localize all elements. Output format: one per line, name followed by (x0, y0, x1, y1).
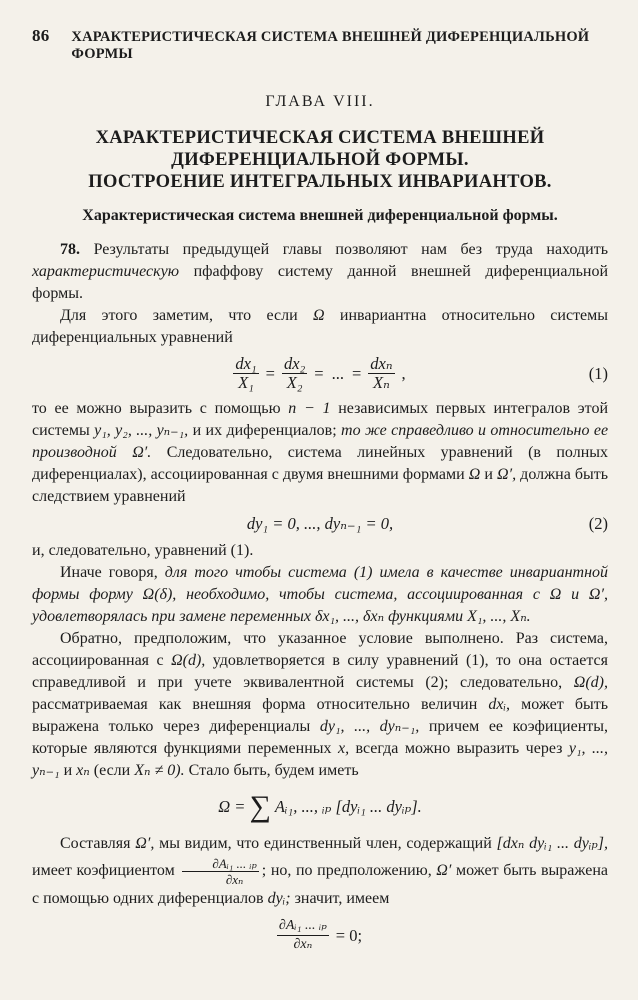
paragraph (32, 562, 608, 628)
denominator: X₂ (286, 373, 303, 392)
equation-4 (32, 917, 608, 954)
math: xₙ (76, 762, 90, 779)
equation-rhs: = 0; (335, 925, 363, 945)
numerator: dx₁ (235, 354, 257, 373)
text: независимых первых интегралов этой системы (32, 400, 609, 439)
math: Ω′, (497, 466, 517, 483)
paragraph (32, 398, 608, 508)
running-title: ХАРАКТЕРИСТИЧЕСКАЯ СИСТЕМА ВНЕШНЕЙ ДИФЕРЕНЦИАЛЬНОЙ ФОРМЫ (71, 29, 590, 62)
paragraph: и, следовательно, уравнений (1). (32, 542, 254, 559)
chapter-title-line-3: ПОСТРОЕНИЕ ИНТЕГРАЛЬНЫХ ИНВАРИАНТОВ. (88, 172, 552, 192)
math-symbol: , (401, 363, 406, 383)
math: y₁, y₂, ..., yₙ₋₁, (94, 422, 189, 439)
math: Ω′, (135, 835, 155, 852)
math-symbol: = (351, 363, 362, 383)
text: Следовательно, система линейных уравнений (в полных диференциалах), ассоциированная с двумя внешними формами (32, 444, 609, 483)
text: имеет коэфициентом (32, 862, 175, 880)
text: должна быть следствием уравнений (32, 466, 609, 505)
emphasis: характеристическую (32, 263, 179, 280)
text: всегда можно выразить через (355, 740, 563, 757)
text: и (63, 762, 73, 779)
text: Составляя (60, 835, 131, 852)
paragraph (32, 305, 608, 349)
equation-rhs: Aᵢ₁, ..., ᵢₚ [dyᵢ₁ ... dyᵢₚ]. (274, 797, 422, 816)
text: причем ее коэфициенты, которые являются функциями переменных (32, 718, 608, 757)
math: y₁, ..., yₙ₋₁ (32, 740, 609, 779)
paragraph-number: 78. (60, 241, 80, 258)
fraction (368, 355, 394, 392)
running-header (32, 26, 608, 63)
equation-1 (32, 355, 608, 392)
text: рассматриваемая как внешняя форма относительно величин (32, 696, 478, 713)
text: мы видим, что единственный член, содержащий (159, 835, 492, 852)
chapter-title (32, 127, 608, 193)
math: dyᵢ; (267, 890, 291, 907)
math: x, (337, 740, 350, 757)
text: Результаты предыдущей главы позволяют нам без труда находить (93, 241, 608, 258)
fraction (182, 856, 258, 887)
text: удовлетворяется в силу уравнений (1), то она остается справедливой и при учете эквивалентной системы (2); следовательно, (32, 652, 608, 691)
text: может быть выражена с помощью одних диференциалов (32, 862, 608, 907)
text: (если (93, 762, 131, 779)
math: Xₙ ≠ 0). (134, 762, 185, 779)
chapter-label: ГЛАВА VIII. (265, 93, 375, 110)
text: и их диференциалов; (192, 422, 337, 439)
fraction (277, 917, 329, 954)
equation-number: (1) (588, 363, 608, 383)
math: [dxₙ dyᵢ₁ ... dyᵢₚ], (496, 835, 609, 852)
math: Ω(d), (171, 652, 206, 669)
denominator: X₁ (238, 373, 254, 392)
math: dy₁, ..., dyₙ₋₁, (319, 718, 420, 735)
denominator: ∂xₙ (225, 872, 244, 887)
page-number: 86 (32, 26, 50, 45)
math-symbol: ... (331, 363, 344, 383)
text: Для этого заметим, что если (60, 307, 298, 324)
text: может быть выражена только через диференциалы (32, 696, 609, 735)
text: ; но, по предположению, (261, 862, 432, 880)
paragraph (32, 832, 608, 911)
numerator: dx₂ (283, 354, 306, 373)
text: Обратно, предположим, что указанное условие выполнено. Раз система, ассоциированная с (32, 630, 608, 669)
chapter-title-line-2: ДИФЕРЕНЦИАЛЬНОЙ ФОРМЫ. (171, 150, 469, 170)
math: Ω′ (436, 862, 452, 880)
math: dxᵢ, (488, 696, 511, 713)
text: пфаффову систему данной внешней диференциальной формы. (32, 263, 609, 302)
paragraph-78 (32, 239, 608, 305)
denominator: Xₙ (373, 373, 390, 392)
denominator: ∂xₙ (293, 937, 313, 952)
text: и (484, 466, 493, 483)
math-symbol: = (265, 363, 275, 383)
emphasis: для того чтобы система (1) имела в качестве инвариантной формы форму Ω(δ), необходимо, чтобы система, ассоциированная с Ω и Ω′, удовлетворялась при замене переменных δx₁, ..., δxₙ функциями X₁, ..., Xₙ. (32, 564, 608, 625)
math-symbol: = (314, 363, 324, 383)
equation-number: (2) (588, 514, 608, 533)
text: Стало быть, будем иметь (188, 762, 359, 779)
equation-body: dy₁ = 0, ..., dyₙ₋₁ = 0, (246, 514, 394, 533)
equation-lhs: Ω = (218, 797, 246, 816)
text: Иначе говоря, (60, 564, 158, 581)
equation-3 (32, 792, 608, 822)
math: Ω (312, 307, 325, 324)
numerator: ∂Aᵢ₁ ... ᵢₚ (277, 917, 329, 936)
fraction (282, 355, 307, 392)
section-title: Характеристическая система внешней диференциальной формы. (82, 207, 558, 224)
emphasis: то же справедливо и относительно ее производной Ω′. (32, 422, 609, 461)
math: Ω(d), (573, 674, 608, 691)
text: то ее можно выразить с помощью (32, 400, 281, 417)
math: Ω (468, 466, 481, 483)
text: значит, имеем (294, 890, 390, 907)
math: n − 1 (288, 400, 331, 417)
sum-symbol: ∑ (249, 790, 271, 823)
text: инвариантна относительно системы диференциальных уравнений (32, 307, 609, 346)
numerator: dxₙ (370, 354, 393, 373)
chapter-title-line-1: ХАРАКТЕРИСТИЧЕСКАЯ СИСТЕМА ВНЕШНЕЙ (95, 128, 545, 148)
numerator: ∂Aᵢ₁ ... ᵢₚ (182, 856, 258, 872)
paragraph (32, 628, 608, 782)
equation-2 (32, 514, 608, 534)
fraction (233, 355, 258, 392)
